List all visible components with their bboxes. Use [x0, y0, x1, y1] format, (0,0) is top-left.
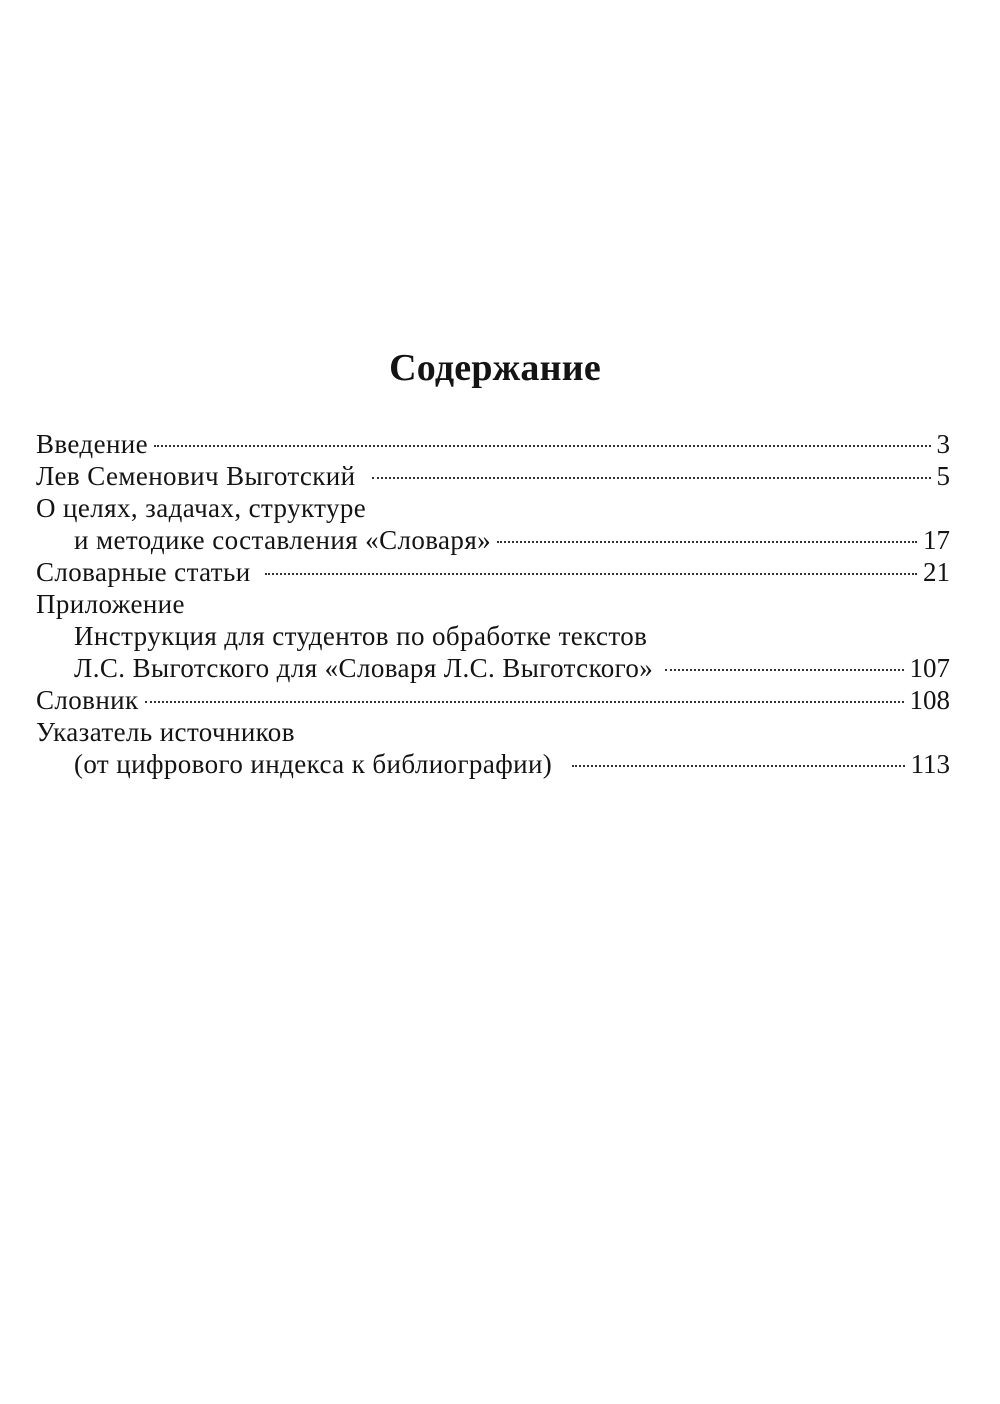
toc-entry-instruction-line-2[interactable]	[36, 652, 950, 684]
leader-dots	[145, 701, 904, 703]
toc-entry-goals-line-1[interactable]	[36, 492, 950, 524]
toc-entry-title: Инструкция для студентов по обработке текстов	[74, 621, 648, 651]
leader-dots	[372, 477, 931, 479]
leader-dots	[665, 669, 903, 671]
toc-page-number: 21	[923, 557, 950, 587]
toc-entry-instruction-line-1[interactable]	[36, 620, 950, 652]
page-title: Содержание	[389, 347, 601, 389]
toc-entry-title-continued: и методике составления «Словаря»	[74, 525, 492, 555]
toc-entry-title-continued: Л.С. Выготского для «Словаря Л.С. Выготского»	[74, 653, 654, 683]
toc-entry-title: Словарные статьи	[36, 557, 251, 587]
toc-page-number: 5	[936, 461, 950, 491]
toc-entry-vocabulary[interactable]	[36, 684, 950, 716]
table-of-contents	[36, 428, 950, 780]
toc-page-number: 113	[910, 749, 950, 779]
toc-entry-sources-line-1[interactable]	[36, 716, 950, 748]
leader-dots	[154, 445, 930, 447]
toc-entry-appendix[interactable]	[36, 588, 950, 620]
toc-entry-title: Указатель источников	[36, 717, 295, 747]
toc-entry-dictionary-articles[interactable]	[36, 556, 950, 588]
toc-entry-title: Введение	[36, 429, 149, 459]
toc-entry-vygotsky[interactable]	[36, 460, 950, 492]
toc-page-number: 107	[909, 653, 950, 683]
toc-page-number: 3	[936, 429, 950, 459]
toc-entry-title: О целях, задачах, структуре	[36, 493, 367, 523]
leader-dots	[572, 765, 904, 767]
toc-entry-sources-line-2[interactable]	[36, 748, 950, 780]
leader-dots	[265, 573, 917, 575]
leader-dots	[497, 541, 917, 543]
toc-page-number: 108	[909, 685, 950, 715]
toc-entry-title: Приложение	[36, 589, 185, 619]
toc-entry-introduction[interactable]	[36, 428, 950, 460]
toc-entry-title-continued: (от цифрового индекса к библиографии)	[74, 749, 553, 779]
toc-page-number: 17	[923, 525, 950, 555]
toc-entry-title: Словник	[36, 685, 139, 715]
toc-entry-title: Лев Семенович Выготский	[36, 461, 356, 491]
toc-entry-goals-line-2[interactable]	[36, 524, 950, 556]
